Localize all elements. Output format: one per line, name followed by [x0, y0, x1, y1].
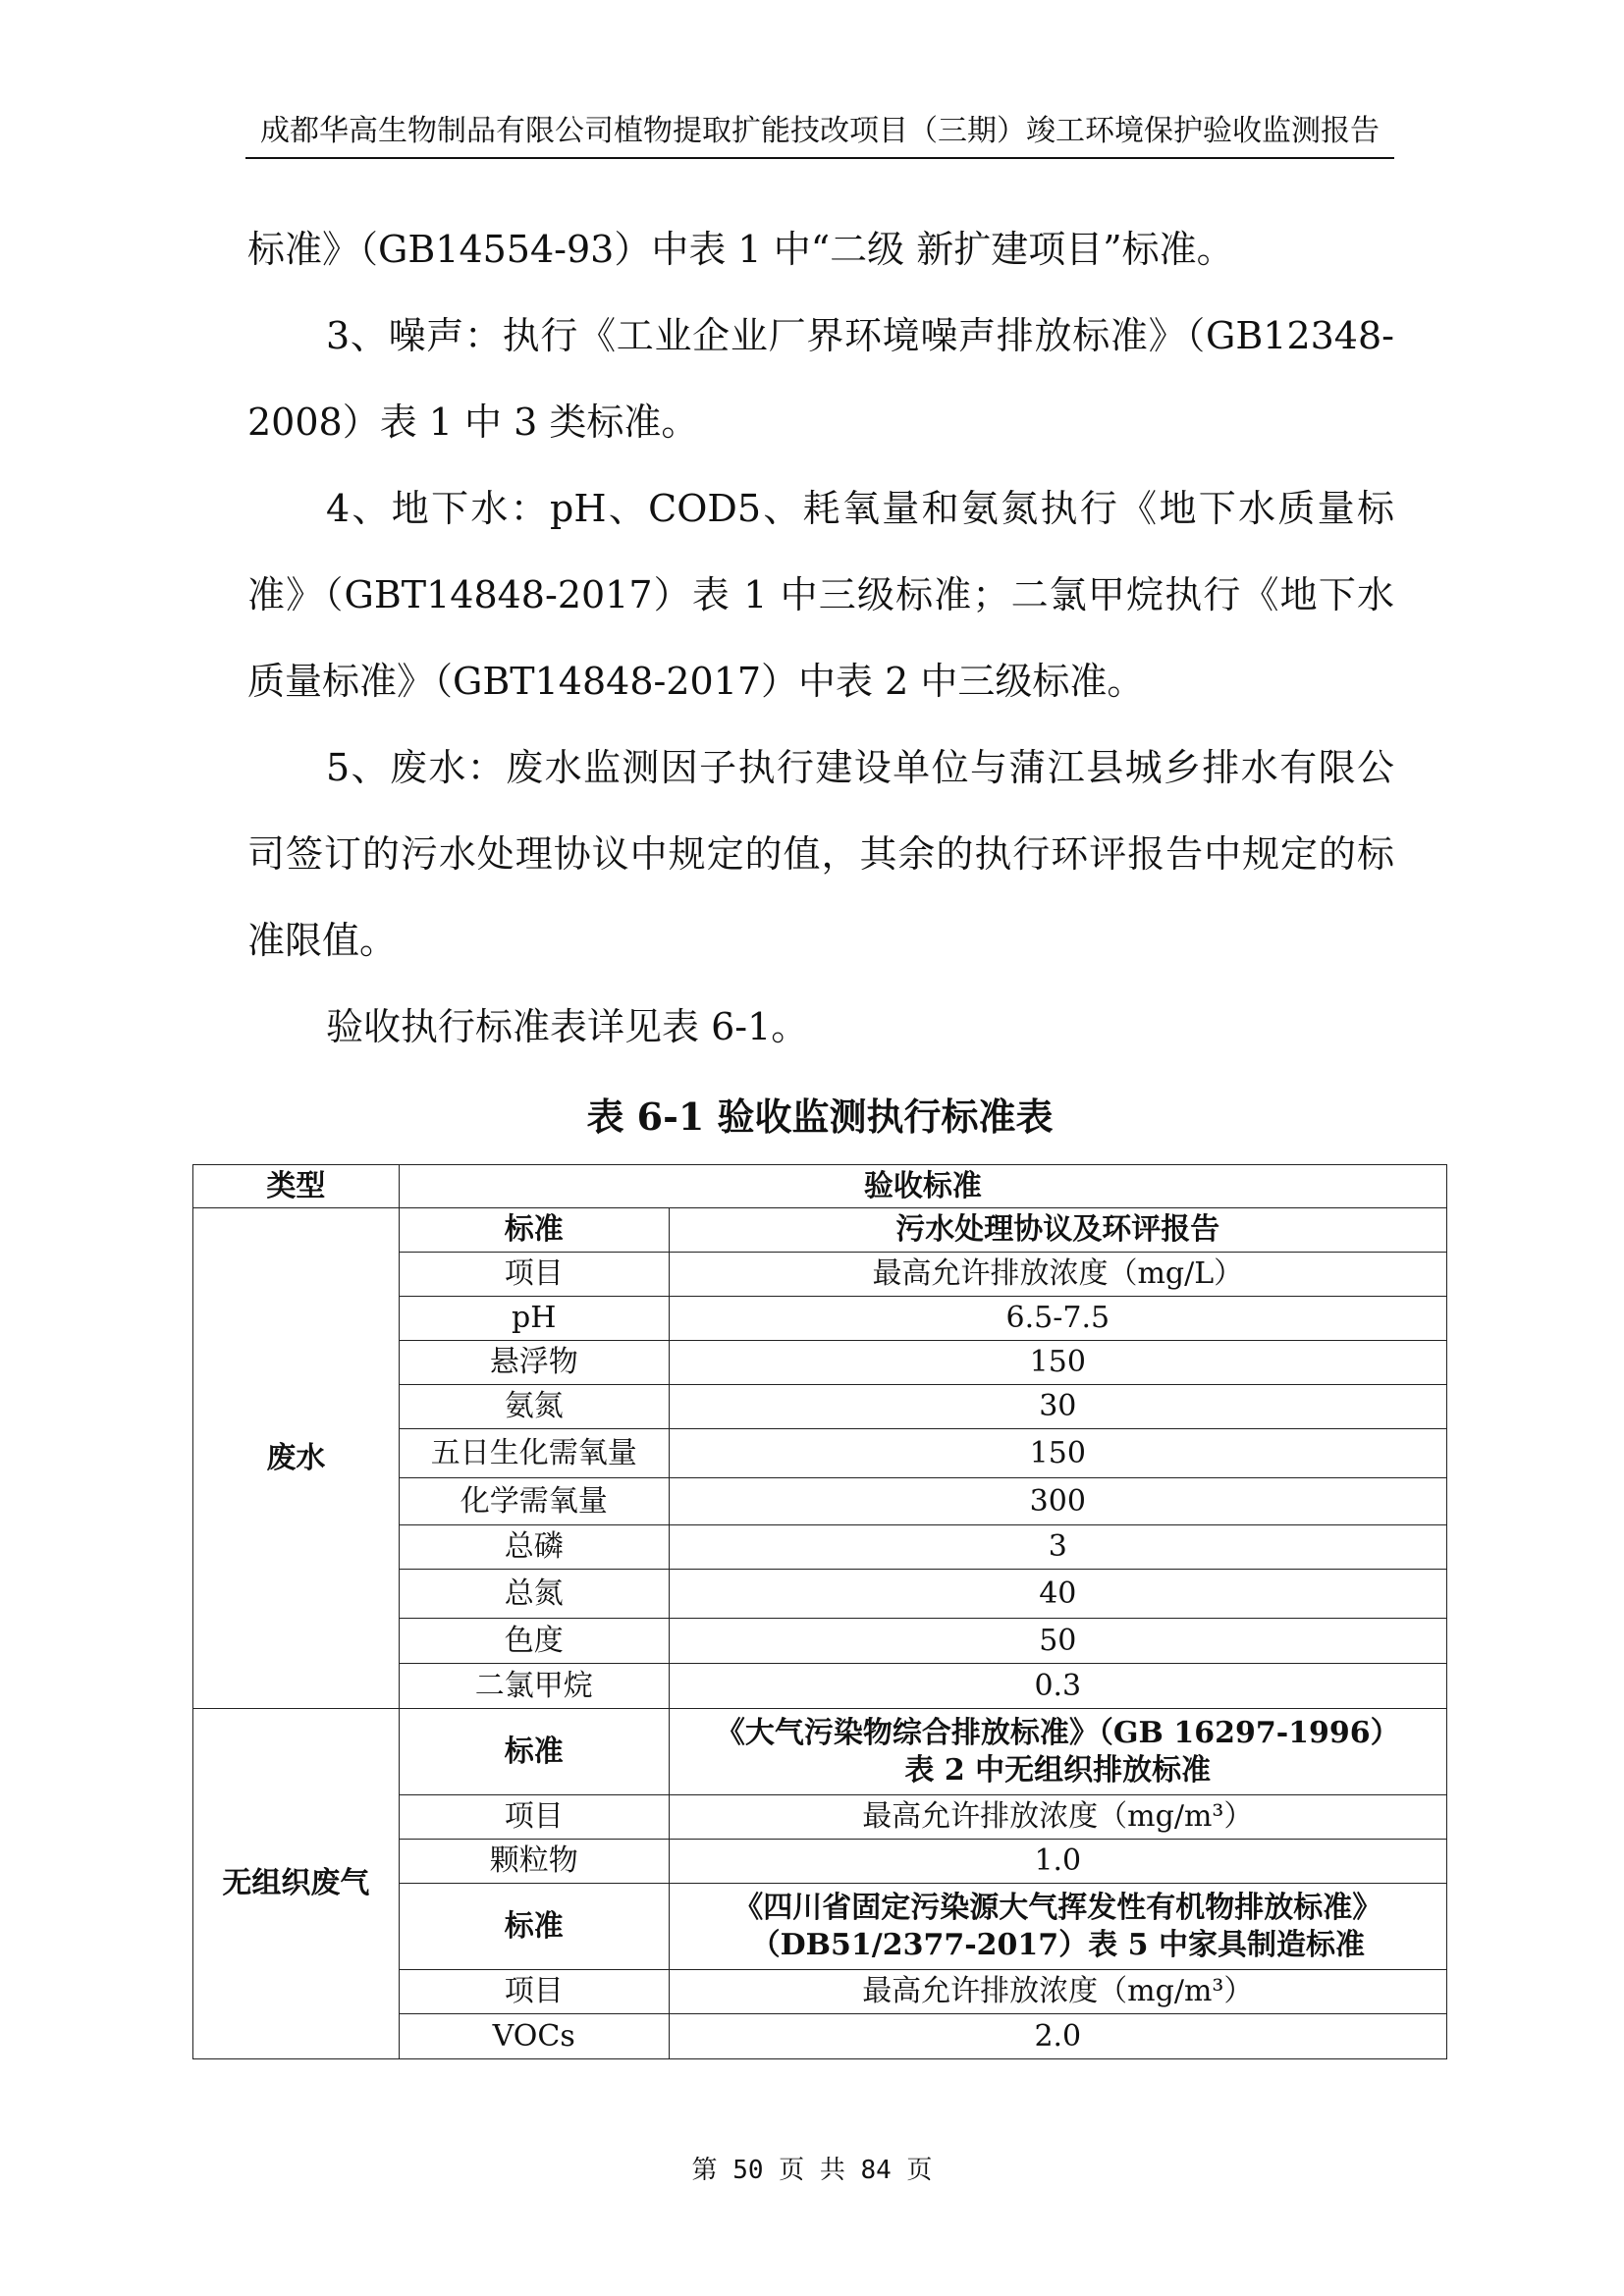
row-value: 0.3 — [669, 1664, 1446, 1709]
row-value: 150 — [669, 1341, 1446, 1385]
std-value: 污水处理协议及环评报告 — [669, 1208, 1446, 1253]
std-label: 标准 — [399, 1208, 669, 1253]
row-item: VOCs — [399, 2014, 669, 2059]
paragraph-1: 标准》（GB14554-93）中表 1 中“二级 新扩建项目”标准。 — [247, 228, 1234, 271]
item-value: 最高允许排放浓度（mg/m³） — [669, 1970, 1446, 2014]
type-wastewater: 废水 — [193, 1208, 400, 1709]
row-value: 2.0 — [669, 2014, 1446, 2059]
paragraph-table-ref: 验收执行标准表详见表 6-1。 — [326, 1005, 809, 1048]
row-value: 300 — [669, 1478, 1446, 1525]
type-fugitive-gas: 无组织废气 — [193, 1709, 400, 2059]
item-label: 项目 — [399, 1795, 669, 1840]
row-item: 化学需氧量 — [399, 1478, 669, 1525]
page-footer: 第 50 页 共 84 页 — [691, 2156, 933, 2185]
page-header: 成都华高生物制品有限公司植物提取扩能技改项目（三期）竣工环境保护验收监测报告 — [260, 114, 1380, 148]
paragraph-wastewater: 5、废水：废水监测因子执行建设单位与蒲江县城乡排水有限公司签订的污水处理协议中规定的值，其余的执行环评报告中规定的标准限值。 — [247, 746, 1394, 962]
row-value: 1.0 — [669, 1840, 1446, 1884]
std-value — [669, 1709, 1446, 1795]
row-item: 二氯甲烷 — [399, 1664, 669, 1709]
col-header-standard: 验收标准 — [399, 1165, 1446, 1208]
row-item: pH — [399, 1297, 669, 1341]
row-value: 6.5-7.5 — [669, 1297, 1446, 1341]
row-item: 五日生化需氧量 — [399, 1429, 669, 1478]
row-item: 总氮 — [399, 1570, 669, 1619]
paragraph-noise: 3、噪声：执行《工业企业厂界环境噪声排放标准》（GB12348-2008）表 1 中 3 类标准。 — [247, 314, 1394, 444]
paragraph-groundwater: 4、地下水：pH、COD5、耗氧量和氨氮执行《地下水质量标准》（GBT14848-2017）表 1 中三级标准；二氯甲烷执行《地下水质量标准》（GBT14848-2017）中表 2 中三级标准。 — [247, 487, 1394, 703]
row-item: 悬浮物 — [399, 1341, 669, 1385]
item-value: 最高允许排放浓度（mg/m³） — [669, 1795, 1446, 1840]
row-item: 氨氮 — [399, 1385, 669, 1429]
row-item: 总磷 — [399, 1525, 669, 1570]
item-label: 项目 — [399, 1253, 669, 1297]
body-text — [247, 206, 1394, 1070]
row-value: 50 — [669, 1619, 1446, 1664]
col-header-type: 类型 — [193, 1165, 400, 1208]
std-line: （DB51/2377-2017）表 5 中家具制造标准 — [750, 1927, 1365, 1962]
row-value: 30 — [669, 1385, 1446, 1429]
row-item: 色度 — [399, 1619, 669, 1664]
row-value: 150 — [669, 1429, 1446, 1478]
std-line: 《大气污染物综合排放标准》（GB 16297-1996） — [715, 1715, 1400, 1750]
std-line: 《四川省固定污染源大气挥发性有机物排放标准》 — [733, 1890, 1382, 1925]
std-value — [669, 1884, 1446, 1970]
header-rule — [245, 157, 1394, 159]
std-line: 表 2 中无组织排放标准 — [904, 1752, 1212, 1788]
item-label: 项目 — [399, 1970, 669, 2014]
row-value: 40 — [669, 1570, 1446, 1619]
std-label: 标准 — [399, 1709, 669, 1795]
row-value: 3 — [669, 1525, 1446, 1570]
standards-table — [192, 1164, 1447, 2059]
std-label: 标准 — [399, 1884, 669, 1970]
row-item: 颗粒物 — [399, 1840, 669, 1884]
table-caption: 表 6-1 验收监测执行标准表 — [586, 1095, 1054, 1139]
item-value: 最高允许排放浓度（mg/L） — [669, 1253, 1446, 1297]
